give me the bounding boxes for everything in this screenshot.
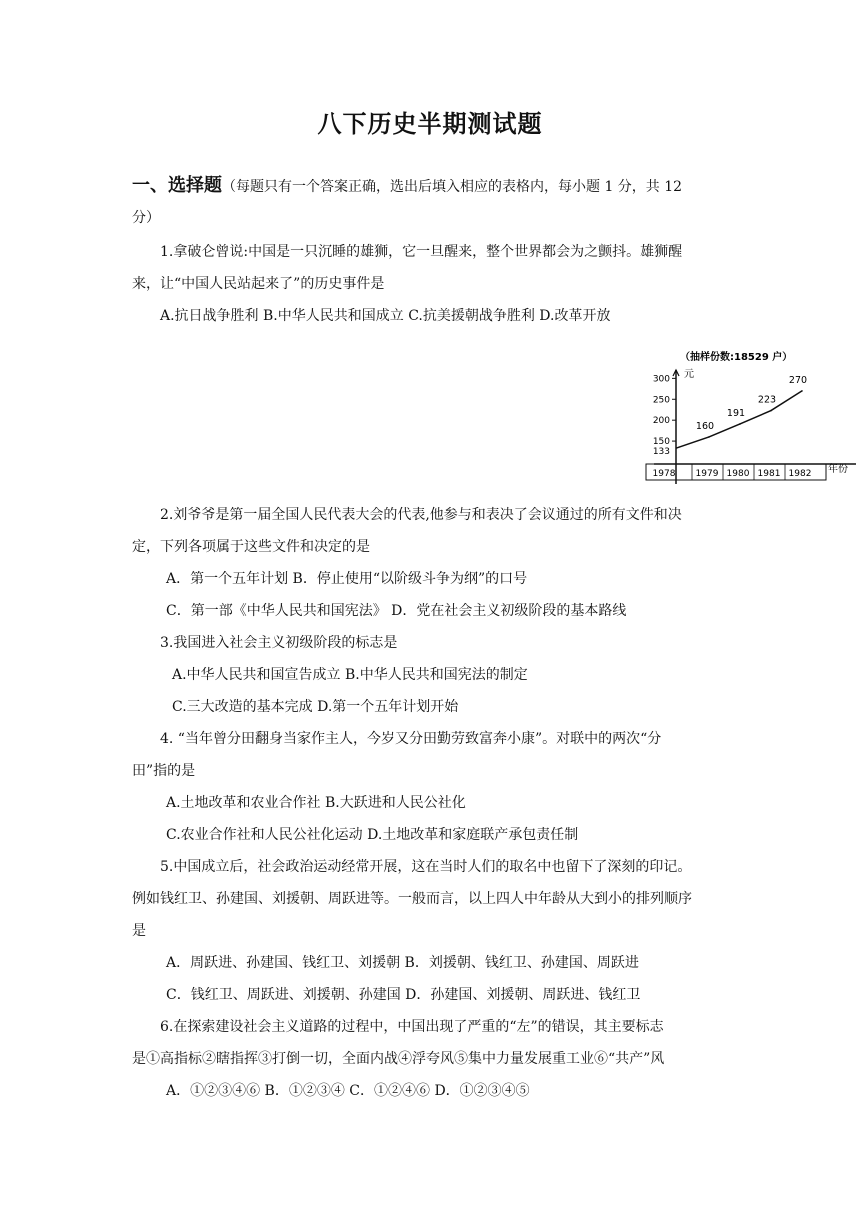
income-line-chart <box>632 344 860 500</box>
y-tick-label: 200 <box>652 416 670 427</box>
chart-ylabel: 元 <box>684 369 694 380</box>
x-tick-label: 1981 <box>757 469 781 479</box>
q1-stem-line1: 1.拿破仑曾说:中国是一只沉睡的雄狮，它一旦醒来，整个世界都会为之颤抖。雄狮醒 <box>160 244 683 260</box>
q1-stem-line2: 来，让“中国人民站起来了”的历史事件是 <box>132 276 385 292</box>
q4-options-ab: A.土地改革和农业合作社 B.大跃进和人民公社化 <box>166 795 466 811</box>
data-labels <box>696 375 807 438</box>
section-note: （每题只有一个答案正确，选出后填入相应的表格内，每小题 1 分，共 12 <box>222 179 683 195</box>
q5-options-cd: C．钱红卫、周跃进、刘援朝、孙建国 D．孙建国、刘援朝、周跃进、钱红卫 <box>166 987 641 1003</box>
data-label: 270 <box>788 374 808 386</box>
x-tick-label: 1978 <box>652 469 676 479</box>
q3-options-ab: A.中华人民共和国宣告成立 B.中华人民共和国宪法的制定 <box>172 667 528 683</box>
q6-stem-line2: 是①高指标②瞎指挥③打倒一切，全面内战④浮夸风⑤集中力量发展重工业⑥“共产”风 <box>132 1051 665 1067</box>
data-label-start: 133 <box>652 447 670 458</box>
q2-options-cd: C．第一部《中华人民共和国宪法》 D．党在社会主义初级阶段的基本路线 <box>166 603 627 619</box>
q6-stem-line1: 6.在探索建设社会主义道路的过程中，中国出现了严重的“左”的错误，其主要标志 <box>160 1019 664 1035</box>
q5-stem-line2: 例如钱红卫、孙建国、刘援朝、周跃进等。一般而言，以上四人中年龄从大到小的排列顺序 <box>132 891 692 907</box>
x-tick-label: 1982 <box>788 469 812 479</box>
section-note-cont: 分） <box>132 210 160 226</box>
q4-options-cd: C.农业合作社和人民公社化运动 D.土地改革和家庭联产承包责任制 <box>166 827 579 843</box>
q5-stem-line3: 是 <box>132 923 146 939</box>
page-title: 八下历史半期测试题 <box>317 109 543 138</box>
data-point <box>739 423 741 425</box>
chart-ticks <box>653 374 676 457</box>
q3-stem: 3.我国进入社会主义初级阶段的标志是 <box>160 635 398 651</box>
section-heading: 一、选择题 <box>132 175 222 196</box>
q2-options-ab: A．第一个五年计划 B．停止使用“以阶级斗争为纲”的口号 <box>166 571 528 587</box>
data-label: 223 <box>757 394 777 406</box>
q2-stem-line1: 2.刘爷爷是第一届全国人民代表大会的代表,他参与和表决了会议通过的所有文件和决 <box>160 507 682 523</box>
x-tick-label: 1980 <box>726 469 750 479</box>
chart-annotation: （抽样份数:18529 户） <box>680 352 793 363</box>
data-label: 191 <box>726 407 746 419</box>
q2-stem-line2: 定，下列各项属于这些文件和决定的是 <box>132 539 370 555</box>
y-tick-label: 300 <box>652 374 670 385</box>
data-point <box>770 410 772 412</box>
q6-options: A．①②③④⑥ B．①②③④ C．①②④⑥ D．①②③④⑤ <box>166 1083 530 1099</box>
chart-xlabel: 年份 <box>828 464 848 475</box>
data-point <box>801 390 803 392</box>
q1-options: A.抗日战争胜利 B.中华人民共和国成立 C.抗美援朝战争胜利 D.改革开放 <box>160 308 611 324</box>
q3-options-cd: C.三大改造的基本完成 D.第一个五年计划开始 <box>172 699 459 715</box>
q5-options-ab: A．周跃进、孙建国、钱红卫、刘援朝 B．刘援朝、钱红卫、孙建国、周跃进 <box>166 955 639 971</box>
section-heading-line <box>132 176 682 197</box>
y-tick-label: 150 <box>652 437 670 448</box>
q4-stem-line1: 4. “当年曾分田翻身当家作主人，今岁又分田勤劳致富奔小康”。对联中的两次“分 <box>160 731 662 747</box>
chart-axes <box>646 370 856 484</box>
data-label: 160 <box>695 420 715 432</box>
x-tick-label: 1979 <box>695 469 719 479</box>
q4-stem-line2: 田”指的是 <box>132 763 196 779</box>
q5-stem-line1: 5.中国成立后，社会政治运动经常开展，这在当时人们的取名中也留下了深刻的印记。 <box>160 859 692 875</box>
data-point <box>708 436 710 438</box>
data-series-line <box>676 391 802 448</box>
y-tick-label: 250 <box>652 395 670 406</box>
